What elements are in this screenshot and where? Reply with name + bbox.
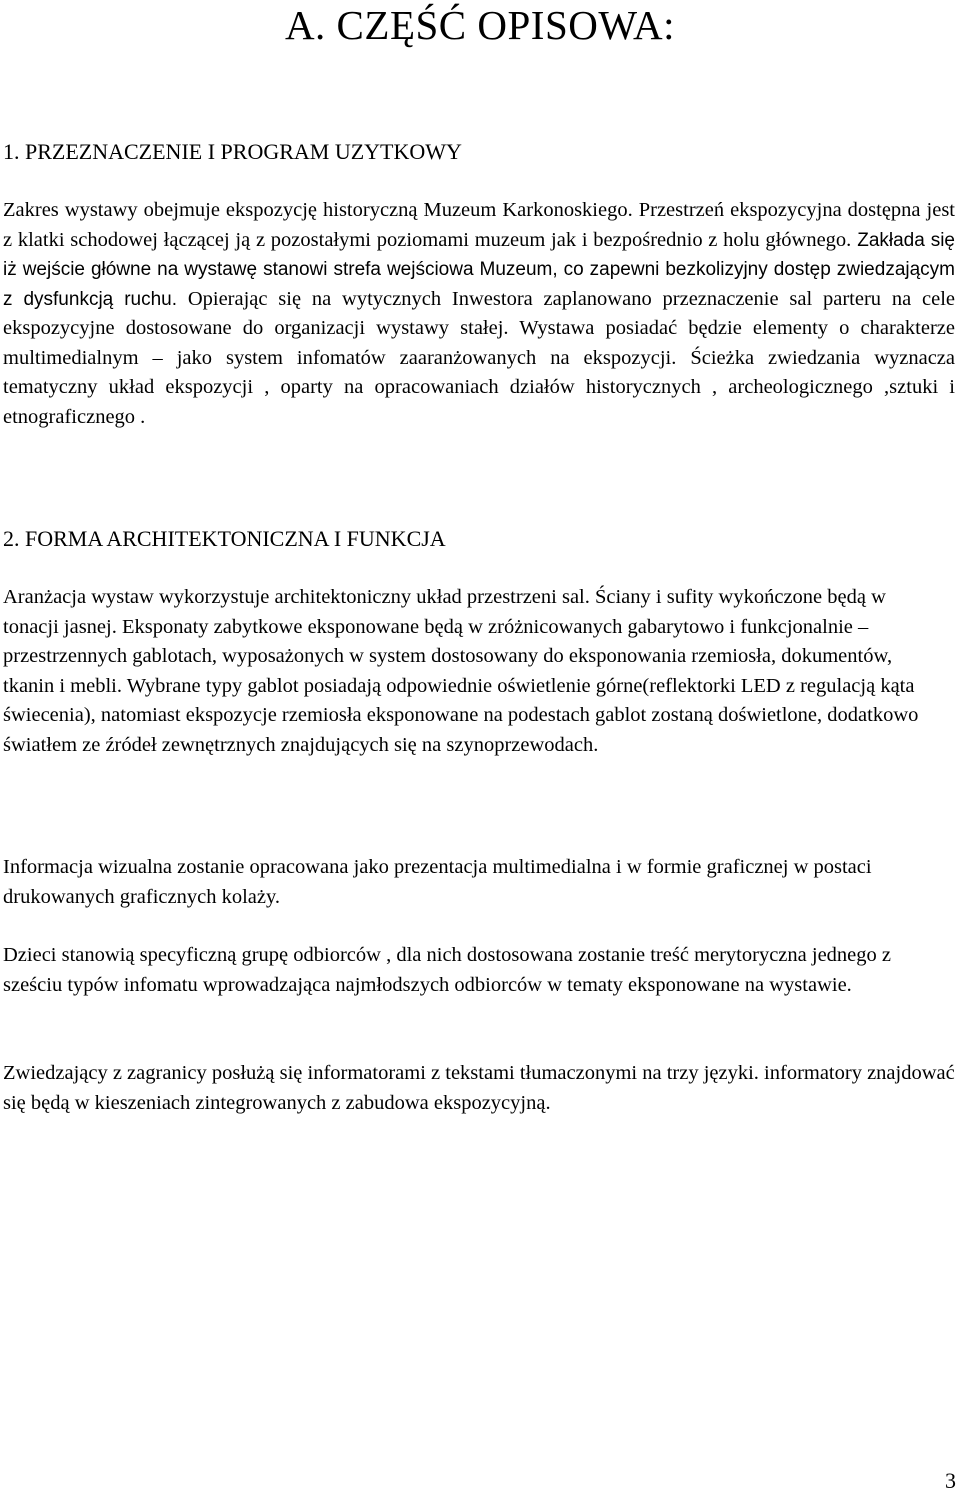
section-2-paragraph-3: Dzieci stanowią specyficzną grupę odbiorców , dla nich dostosowana zostanie treść merytoryczna jednego z sześciu typów infomatu wprowadzająca najmłodszych odbiorców w tematy eksponowane na wystawie. [3,944,891,996]
section-1-text-b: Zakłada się iż wejście główne na wystawę stanowi strefa wejściowa Muzeum, co zapewni bezkolizyjny dostęp zwiedzającym z dysfunkcją ruchu. [3,229,955,310]
section-2-heading: 2. FORMA ARCHITEKTONICZNA I FUNKCJA [3,526,446,551]
page-number: 3 [945,1468,956,1493]
section-1-text-c: Opierając się na wytycznych Inwestora zaplanowano przeznaczenie sal parteru na cele ekspozycyjne dostosowane do organizacji wystawy stałej. Wystawa posiadać będzie elementy o charakterze multimedialnym – jako system infomatów zaaranżowanych na ekspozycji. Ścieżka zwiedzania wyznacza tematyczny układ ekspozycji , oparty na opracowaniach działów historycznych , archeologicznego ,sztuki i etnograficznego . [3,287,955,428]
section-2-paragraph-1: Aranżacja wystaw wykorzystuje architektoniczny układ przestrzeni sal. Ściany i sufity wykończone będą w tonacji jasnej. Eksponaty zabytkowe eksponowane będą w zróżnicowanych gabarytowo i funkcjonalnie – przestrzennych gablotach, wyposażonych w system dostosowany do eksponowania rzemiosła, dokumentów, tkanin i mebli. Wybrane typy gablot posiadają odpowiednie oświetlenie górne(reflektorki LED z regulacją kąta świecenia), natomiast ekspozycje rzemiosła eksponowane na podestach gablot zostaną doświetlone, dodatkowo światłem ze źródeł zewnętrznych znajdujących się na szynoprzewodach. [3,586,919,756]
section-1-text-a: Zakres wystawy obejmuje ekspozycję historyczną Muzeum Karkonoskiego. Przestrzeń ekspozycyjna dostępna jest z klatki schodowej łączącej ją z pozostałymi poziomami muzeum jak i bezpośrednio z holu głównego. [3,199,955,251]
section-2-paragraph-2: Informacja wizualna zostanie opracowana jako prezentacja multimedialna i w formie graficznej w postaci drukowanych graficznych kolaży. [3,856,872,908]
section-1-heading: 1. PRZEZNACZENIE I PROGRAM UZYTKOWY [3,139,462,164]
section-1-paragraph [3,196,955,432]
document-title: A. CZĘŚĆ OPISOWA: [284,2,676,48]
section-2-paragraph-4: Zwiedzający z zagranicy posłużą się informatorami z tekstami tłumaczonymi na trzy języki. informatory znajdować się będą w kieszeniach zintegrowanych z zabudowa ekspozycyjną. [3,1062,955,1114]
